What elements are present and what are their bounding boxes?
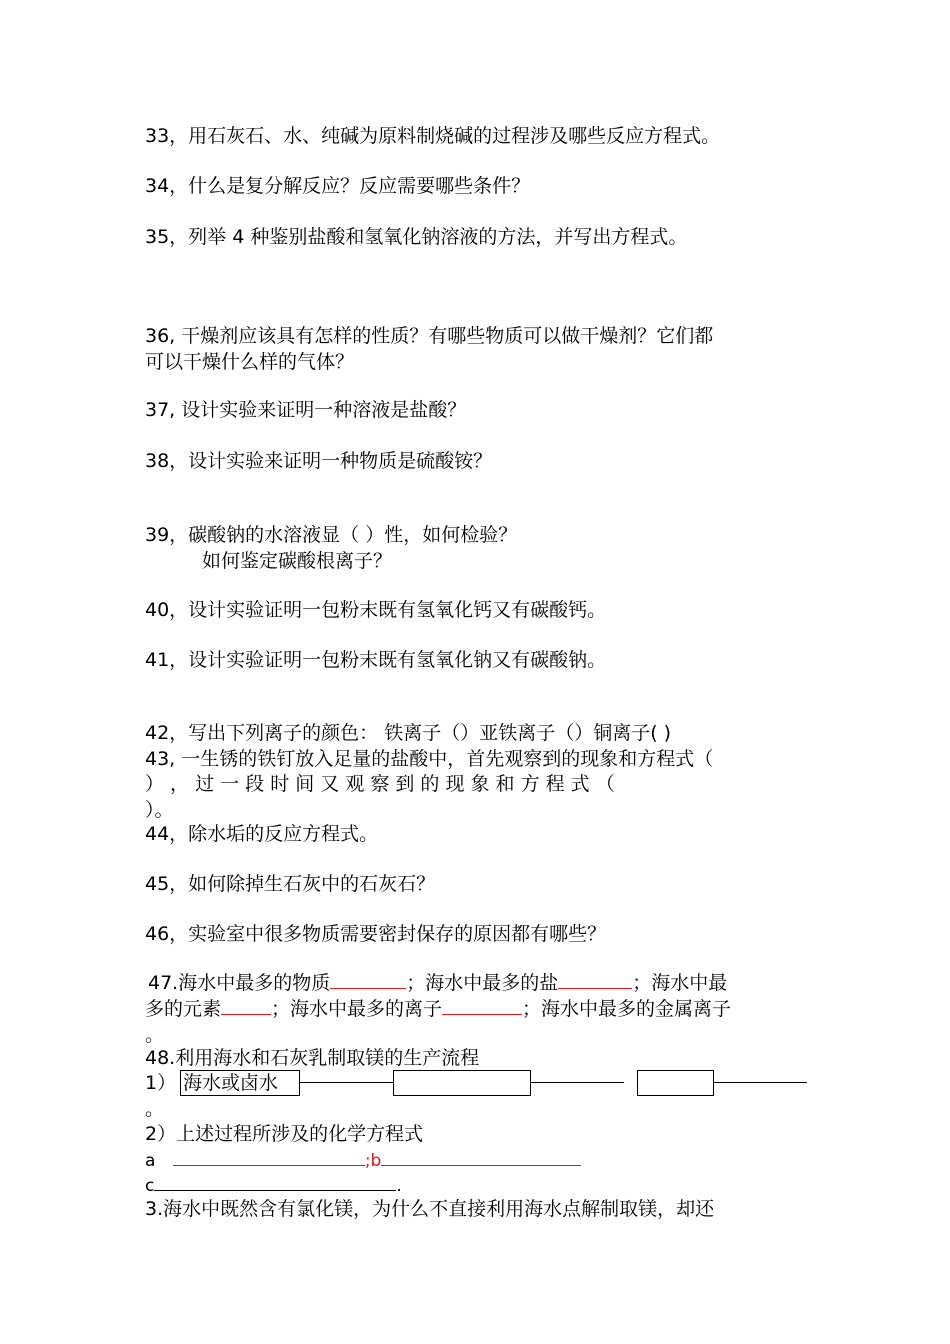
q48-flow-start-label: 海水或卤水 (183, 1072, 279, 1094)
question-33: 33，用石灰石、水、纯碱为原料制烧碱的过程涉及哪些反应方程式。 (145, 125, 721, 147)
question-41: 41，设计实验证明一包粉末既有氢氧化钠又有碳酸钠。 (145, 649, 607, 671)
question-47-line1 (148, 970, 727, 996)
question-39-line1: 39，碳酸钠的水溶液显（ ）性，如何检验？ (145, 524, 518, 546)
question-39-line2: 如何鉴定碳酸根离子？ (202, 550, 393, 572)
q48-flow-start-box (180, 1070, 300, 1096)
q48-flow-arrow-2 (531, 1082, 624, 1083)
q47-blank-ion[interactable] (442, 996, 522, 1015)
question-45: 45，如何除掉生石灰中的石灰石？ (145, 873, 436, 895)
q47-blank-element[interactable] (221, 996, 271, 1015)
q48-flow-box-2[interactable] (393, 1070, 531, 1096)
question-43-line2: ） ， 过 一 段 时 间 又 观 察 到 的 现 象 和 方 程 式 （ (145, 773, 615, 795)
q48-c-end: . (396, 1176, 402, 1196)
question-46: 46，实验室中很多物质需要密封保存的原因都有哪些？ (145, 923, 607, 945)
q48-flow-arrow-1 (300, 1082, 393, 1083)
question-38: 38，设计实验来证明一种物质是硫酸铵？ (145, 450, 493, 472)
q48-step1-prefix: 1） (145, 1072, 177, 1094)
q48-step1-end: 。 (145, 1098, 165, 1120)
q48-label-b: ;b (364, 1151, 382, 1171)
q47-part4: 多的元素 (145, 998, 222, 1020)
question-36-line2: 可以干燥什么样的气体？ (145, 351, 355, 373)
question-47-line3: 。 (145, 1024, 165, 1046)
question-47-line2 (145, 996, 731, 1022)
q47-part5: ；海水中最多的离子 (271, 998, 443, 1020)
q47-part1: 47.海水中最多的物质 (148, 972, 331, 994)
question-48-title: 48.利用海水和石灰乳制取镁的生产流程 (145, 1047, 480, 1069)
q47-blank-substance[interactable] (330, 970, 406, 989)
q48-blank-b[interactable] (381, 1147, 581, 1166)
q48-flow-box-3[interactable] (637, 1070, 714, 1096)
q48-blank-c[interactable] (154, 1172, 396, 1191)
q48-flow-arrow-3 (714, 1082, 807, 1083)
q48-equation-row-c (145, 1172, 402, 1199)
q47-blank-salt[interactable] (558, 970, 632, 989)
q47-part2: ；海水中最多的盐 (406, 972, 559, 994)
question-35: 35，列举 4 种鉴别盐酸和氢氧化钠溶液的方法，并写出方程式。 (145, 226, 688, 248)
q48-equation-row-ab (145, 1147, 581, 1174)
question-44: 44，除水垢的反应方程式。 (145, 823, 379, 845)
question-37: 37, 设计实验来证明一种溶液是盐酸？ (145, 399, 467, 421)
question-36-line1: 36, 干燥剂应该具有怎样的性质？有哪些物质可以做干燥剂？它们都 (145, 325, 714, 347)
q48-label-a: a (145, 1151, 156, 1171)
q48-blank-a[interactable] (173, 1147, 365, 1166)
q48-sub2: 2）上述过程所涉及的化学方程式 (145, 1123, 424, 1145)
question-43-line1: 43, 一生锈的铁钉放入足量的盐酸中，首先观察到的现象和方程式（ (145, 748, 714, 770)
question-34: 34，什么是复分解反应？反应需要哪些条件？ (145, 175, 531, 197)
q48-label-c: c (145, 1176, 155, 1196)
question-40: 40，设计实验证明一包粉末既有氢氧化钙又有碳酸钙。 (145, 599, 607, 621)
q48-sub3: 3.海水中既然含有氯化镁，为什么不直接利用海水点解制取镁，却还 (145, 1198, 715, 1220)
question-43-line3: ）。 (145, 799, 174, 821)
question-42: 42，写出下列离子的颜色： 铁离子（）亚铁离子（）铜离子( ) (145, 722, 672, 744)
q47-part6: ；海水中最多的金属离子 (522, 998, 732, 1020)
q47-part3: ；海水中最 (632, 972, 728, 994)
